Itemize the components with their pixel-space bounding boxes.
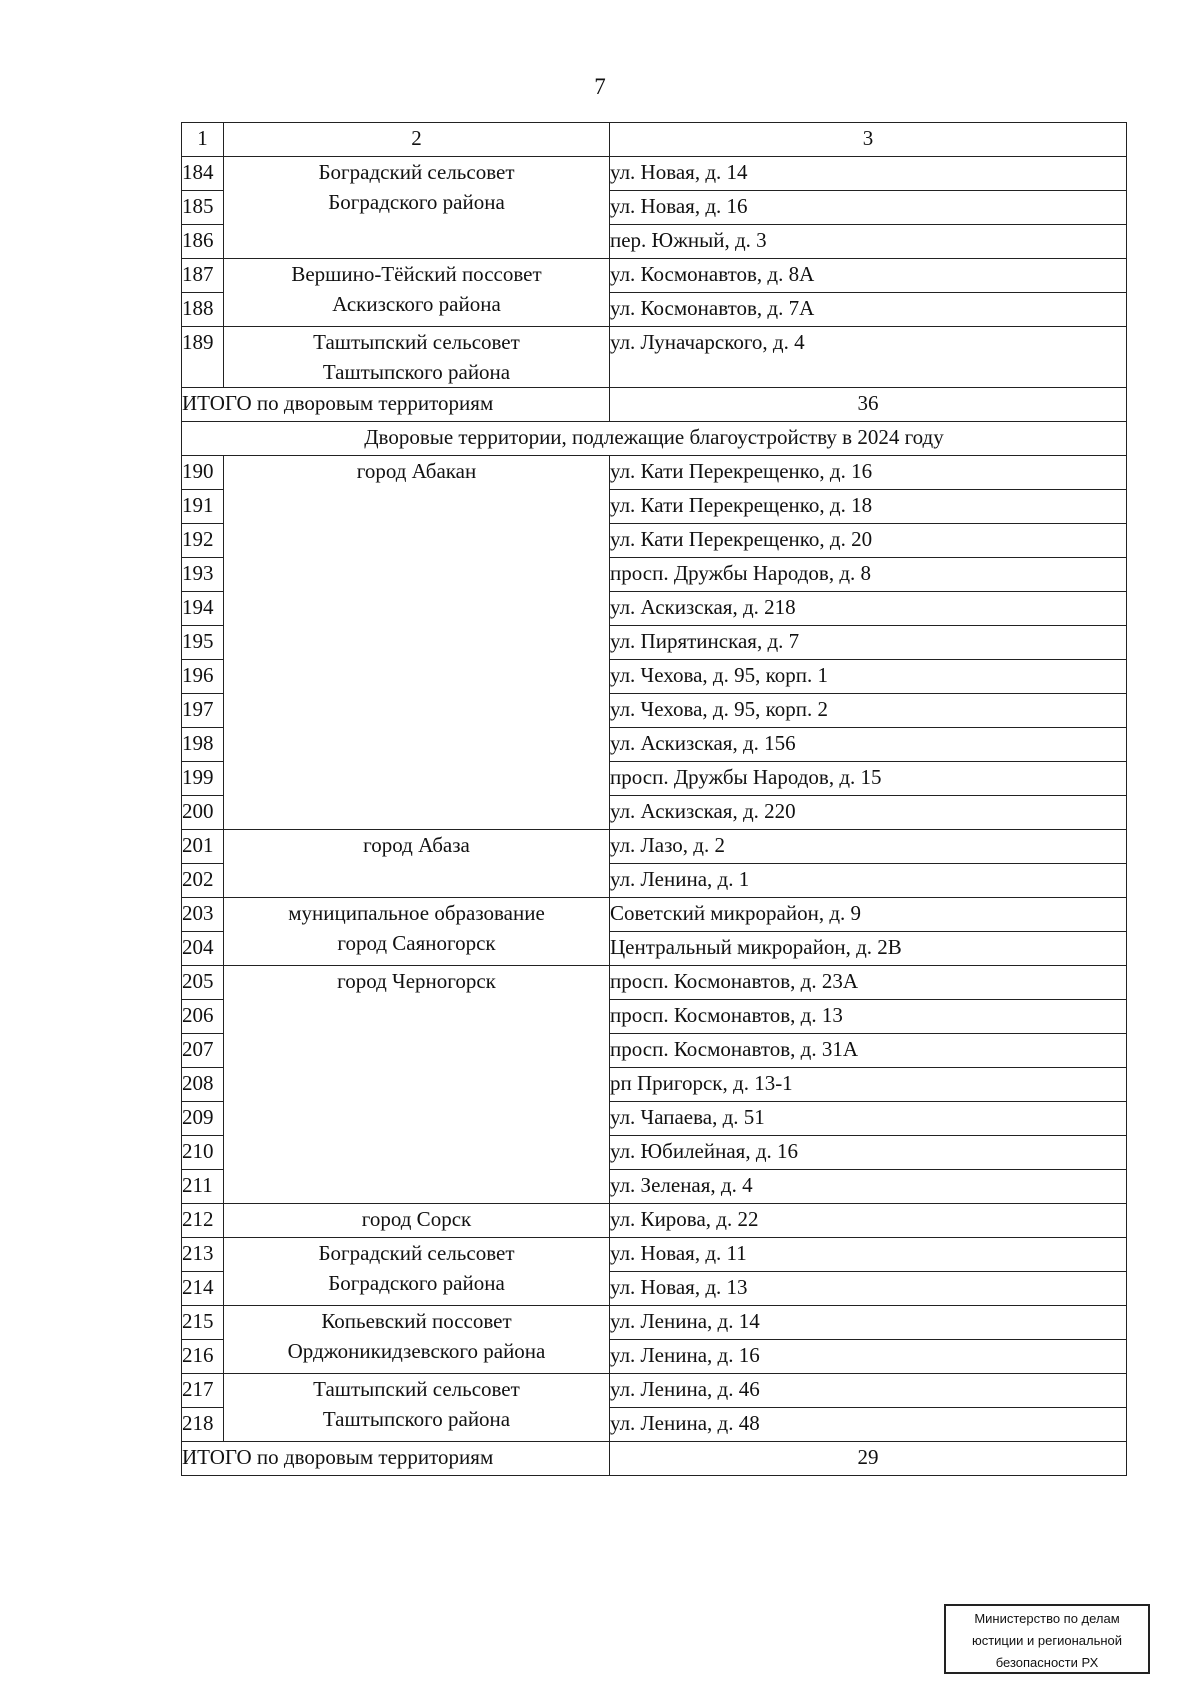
- row-number: 216: [182, 1340, 224, 1374]
- municipality-line: Вершино-Тёйский поссовет: [291, 262, 542, 286]
- ministry-stamp: [944, 1604, 1150, 1674]
- yards-table: [181, 122, 1127, 1476]
- row-number: 201: [182, 830, 224, 864]
- row-number: 189: [182, 327, 224, 388]
- municipality-line: Аскизского района: [332, 292, 501, 316]
- row-number: 203: [182, 898, 224, 932]
- table-row: [182, 327, 1127, 388]
- row-number: 198: [182, 728, 224, 762]
- total-row: [182, 388, 1127, 422]
- row-number: 207: [182, 1034, 224, 1068]
- header-col-3: 3: [610, 123, 1127, 157]
- municipality-line: Боградский сельсовет: [318, 1241, 515, 1265]
- municipality-line: город Саяногорск: [337, 931, 496, 955]
- municipality-line: муниципальное образование: [288, 901, 545, 925]
- address-cell: ул. Кати Перекрещенко, д. 16: [610, 456, 1127, 490]
- municipality-cell: [224, 1374, 610, 1442]
- row-number: 209: [182, 1102, 224, 1136]
- total-label: ИТОГО по дворовым территориям: [182, 1442, 610, 1476]
- header-row: [182, 123, 1127, 157]
- table-row: [182, 456, 1127, 490]
- stamp-line: Министерство по делам: [974, 1611, 1120, 1626]
- row-number: 197: [182, 694, 224, 728]
- municipality-cell: [224, 259, 610, 327]
- address-cell: ул. Новая, д. 13: [610, 1272, 1127, 1306]
- address-cell: ул. Новая, д. 11: [610, 1238, 1127, 1272]
- row-number: 187: [182, 259, 224, 293]
- municipality-cell: [224, 966, 610, 1204]
- row-number: 193: [182, 558, 224, 592]
- row-number: 200: [182, 796, 224, 830]
- address-cell: Советский микрорайон, д. 9: [610, 898, 1127, 932]
- row-number: 188: [182, 293, 224, 327]
- address-cell: ул. Ленина, д. 14: [610, 1306, 1127, 1340]
- municipality-cell: [224, 1306, 610, 1374]
- row-number: 194: [182, 592, 224, 626]
- section-row: [182, 422, 1127, 456]
- municipality-line: Таштыпский сельсовет: [313, 1377, 520, 1401]
- address-cell: ул. Чехова, д. 95, корп. 2: [610, 694, 1127, 728]
- address-cell: пер. Южный, д. 3: [610, 225, 1127, 259]
- address-cell: ул. Пирятинская, д. 7: [610, 626, 1127, 660]
- table-row: [182, 898, 1127, 932]
- municipality-line: город Черногорск: [337, 969, 496, 993]
- municipality-line: Боградский сельсовет: [318, 160, 515, 184]
- row-number: 204: [182, 932, 224, 966]
- address-cell: просп. Космонавтов, д. 23А: [610, 966, 1127, 1000]
- municipality-cell: [224, 898, 610, 966]
- address-cell: ул. Аскизская, д. 156: [610, 728, 1127, 762]
- row-number: 218: [182, 1408, 224, 1442]
- address-cell: ул. Ленина, д. 1: [610, 864, 1127, 898]
- municipality-line: город Абаза: [363, 833, 470, 857]
- row-number: 196: [182, 660, 224, 694]
- total-label: ИТОГО по дворовым территориям: [182, 388, 610, 422]
- municipality-cell: [224, 456, 610, 830]
- address-cell: ул. Чехова, д. 95, корп. 1: [610, 660, 1127, 694]
- address-cell: ул. Чапаева, д. 51: [610, 1102, 1127, 1136]
- address-cell: ул. Ленина, д. 48: [610, 1408, 1127, 1442]
- municipality-cell: [224, 327, 610, 388]
- stamp-line: юстиции и региональной: [971, 1633, 1123, 1648]
- address-cell: ул. Кати Перекрещенко, д. 20: [610, 524, 1127, 558]
- address-cell: просп. Дружбы Народов, д. 8: [610, 558, 1127, 592]
- address-cell: ул. Луначарского, д. 4: [610, 327, 1127, 388]
- address-cell: просп. Космонавтов, д. 13: [610, 1000, 1127, 1034]
- header-col-1: 1: [182, 123, 224, 157]
- header-col-2: 2: [224, 123, 610, 157]
- address-cell: ул. Ленина, д. 46: [610, 1374, 1127, 1408]
- address-cell: ул. Лазо, д. 2: [610, 830, 1127, 864]
- municipality-line: Боградского района: [328, 1271, 505, 1295]
- address-cell: ул. Космонавтов, д. 7А: [610, 293, 1127, 327]
- municipality-line: город Абакан: [356, 459, 477, 483]
- municipality-line: Таштыпского района: [322, 360, 511, 384]
- row-number: 205: [182, 966, 224, 1000]
- municipality-cell: [224, 157, 610, 259]
- municipality-line: город Сорск: [361, 1207, 472, 1231]
- table-row: [182, 1306, 1127, 1340]
- table-row: [182, 157, 1127, 191]
- municipality-cell: [224, 1204, 610, 1238]
- total-value: 36: [610, 388, 1127, 422]
- row-number: 191: [182, 490, 224, 524]
- row-number: 217: [182, 1374, 224, 1408]
- row-number: 184: [182, 157, 224, 191]
- municipality-cell: [224, 1238, 610, 1306]
- table-row: [182, 1238, 1127, 1272]
- row-number: 185: [182, 191, 224, 225]
- total-row: [182, 1442, 1127, 1476]
- stamp-line: безопасности РХ: [995, 1655, 1099, 1670]
- address-cell: просп. Космонавтов, д. 31А: [610, 1034, 1127, 1068]
- row-number: 213: [182, 1238, 224, 1272]
- row-number: 210: [182, 1136, 224, 1170]
- address-cell: просп. Дружбы Народов, д. 15: [610, 762, 1127, 796]
- table-row: [182, 259, 1127, 293]
- municipality-cell: [224, 830, 610, 898]
- row-number: 199: [182, 762, 224, 796]
- municipality-line: Таштыпский сельсовет: [313, 330, 520, 354]
- address-cell: ул. Кати Перекрещенко, д. 18: [610, 490, 1127, 524]
- address-cell: ул. Юбилейная, д. 16: [610, 1136, 1127, 1170]
- table-row: [182, 830, 1127, 864]
- table-row: [182, 966, 1127, 1000]
- address-cell: рп Пригорск, д. 13-1: [610, 1068, 1127, 1102]
- address-cell: ул. Новая, д. 16: [610, 191, 1127, 225]
- section-title: Дворовые территории, подлежащие благоустройству в 2024 году: [182, 422, 1127, 456]
- row-number: 206: [182, 1000, 224, 1034]
- municipality-line: Копьевский поссовет: [321, 1309, 512, 1333]
- row-number: 186: [182, 225, 224, 259]
- municipality-line: Таштыпского района: [322, 1407, 511, 1431]
- row-number: 215: [182, 1306, 224, 1340]
- row-number: 212: [182, 1204, 224, 1238]
- address-cell: ул. Космонавтов, д. 8А: [610, 259, 1127, 293]
- municipality-line: Боградского района: [328, 190, 505, 214]
- row-number: 192: [182, 524, 224, 558]
- address-cell: ул. Аскизская, д. 220: [610, 796, 1127, 830]
- total-value: 29: [610, 1442, 1127, 1476]
- address-cell: ул. Зеленая, д. 4: [610, 1170, 1127, 1204]
- row-number: 195: [182, 626, 224, 660]
- address-cell: ул. Кирова, д. 22: [610, 1204, 1127, 1238]
- address-cell: Центральный микрорайон, д. 2В: [610, 932, 1127, 966]
- page-number: 7: [594, 74, 606, 99]
- address-cell: ул. Новая, д. 14: [610, 157, 1127, 191]
- municipality-line: Орджоникидзевского района: [287, 1339, 546, 1363]
- table-row: [182, 1204, 1127, 1238]
- address-cell: ул. Аскизская, д. 218: [610, 592, 1127, 626]
- table-row: [182, 1374, 1127, 1408]
- row-number: 211: [182, 1170, 224, 1204]
- address-cell: ул. Ленина, д. 16: [610, 1340, 1127, 1374]
- row-number: 214: [182, 1272, 224, 1306]
- row-number: 190: [182, 456, 224, 490]
- row-number: 208: [182, 1068, 224, 1102]
- row-number: 202: [182, 864, 224, 898]
